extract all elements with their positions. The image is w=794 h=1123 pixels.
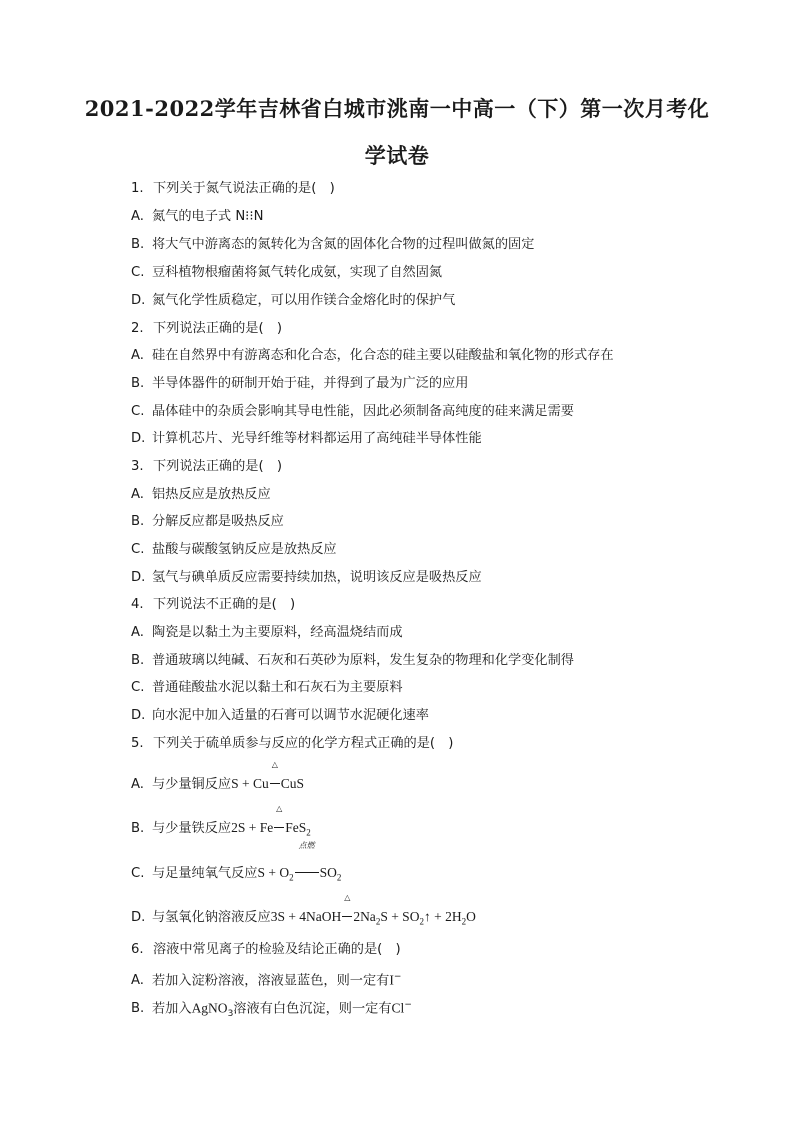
option-text: 铝热反应是放热反应 xyxy=(152,487,271,502)
question-4-stem xyxy=(131,596,295,614)
question-3-option-c xyxy=(131,541,337,559)
question-6-stem xyxy=(131,941,401,959)
option-label: D. xyxy=(131,910,146,925)
equation-products: CuS xyxy=(280,776,305,791)
question-text: 下列说法正确的是( ) xyxy=(153,321,282,336)
equation-reactants: 3S + 4NaOH xyxy=(270,909,342,924)
superscript: − xyxy=(404,1000,412,1010)
question-2-stem xyxy=(131,320,282,338)
question-5-option-d xyxy=(131,893,476,931)
question-2-option-c xyxy=(131,403,574,421)
question-4-option-d xyxy=(131,707,429,725)
question-3-option-b xyxy=(131,513,284,531)
subscript: 3 xyxy=(227,1009,234,1020)
equation xyxy=(257,841,342,883)
equation-reactants: 2S + Fe xyxy=(231,820,274,835)
option-text: 溶液有白色沉淀，则一定有 xyxy=(233,1001,392,1017)
option-label: B. xyxy=(131,653,145,668)
equation-product-part: S + SO xyxy=(380,909,420,924)
option-label: B. xyxy=(131,1001,145,1017)
question-1-stem xyxy=(131,180,335,198)
option-label: C. xyxy=(131,265,145,280)
question-1-option-c xyxy=(131,264,442,282)
equals-bar xyxy=(274,820,284,828)
equation-reactants: S + O xyxy=(257,865,290,880)
equation-arrow xyxy=(294,841,320,882)
option-label: B. xyxy=(131,821,145,836)
question-3-option-d xyxy=(131,569,482,587)
ignite-condition: 点燃 xyxy=(298,841,315,850)
option-text: 晶体硅中的杂质会影响其导电性能，因此必须制备高纯度的硅来满足需要 xyxy=(152,404,574,419)
question-text: 溶液中常见离子的检验及结论正确的是( ) xyxy=(153,942,401,957)
equation-arrow xyxy=(273,804,285,837)
equation xyxy=(231,804,311,838)
question-text: 下列关于氮气说法正确的是( ) xyxy=(153,181,335,196)
equation-arrow xyxy=(269,760,281,793)
option-text: 豆科植物根瘤菌将氮气转化成氨，实现了自然固氮 xyxy=(152,265,443,280)
question-number: 3. xyxy=(131,459,144,474)
heat-condition: △ xyxy=(344,893,351,902)
reagent-formula: AgNO xyxy=(191,1000,228,1016)
option-text: 与足量纯氧气反应 xyxy=(152,866,258,881)
question-2-option-a xyxy=(131,347,614,365)
option-text: 与氢氧化钠溶液反应 xyxy=(152,910,271,925)
option-label: D. xyxy=(131,708,146,723)
subscript: 2 xyxy=(419,916,424,927)
option-text: 氮气化学性质稳定，可以用作镁合金熔化时的保护气 xyxy=(152,293,456,308)
option-label: C. xyxy=(131,542,145,557)
question-1-option-b xyxy=(131,236,534,254)
option-label: D. xyxy=(131,293,146,308)
question-6-option-b xyxy=(131,996,412,1023)
option-label: A. xyxy=(131,209,144,224)
option-text: 若加入 xyxy=(152,1001,192,1017)
option-text: 将大气中游离态的氮转化为含氮的固体化合物的过程叫做氮的固定 xyxy=(152,237,535,252)
question-3-option-a xyxy=(131,486,271,504)
question-number: 5. xyxy=(131,736,144,751)
question-number: 4. xyxy=(131,597,144,612)
option-text: 盐酸与碳酸氢钠反应是放热反应 xyxy=(152,542,337,557)
question-text: 下列说法正确的是( ) xyxy=(153,459,282,474)
question-number: 1. xyxy=(131,181,144,196)
equation-arrow xyxy=(341,893,353,926)
equation-reactants: S + Cu xyxy=(231,776,269,791)
question-5-option-c xyxy=(131,841,342,887)
subscript: 2 xyxy=(461,916,467,927)
question-1-option-d xyxy=(131,292,455,310)
option-text: 普通硅酸盐水泥以黏土和石灰石为主要原料 xyxy=(152,680,403,695)
question-2-option-b xyxy=(131,375,469,393)
option-label: A. xyxy=(131,348,144,363)
equation xyxy=(270,893,476,927)
page-title-line-1: 2021-2022学年吉林省白城市洮南一中高一（下）第一次月考化 xyxy=(84,96,710,121)
option-label: D. xyxy=(131,431,146,446)
option-text: 分解反应都是吸热反应 xyxy=(152,514,284,529)
equation-product-part: 2Na xyxy=(353,909,376,924)
superscript: − xyxy=(393,972,402,982)
option-label: D. xyxy=(131,570,146,585)
option-text: 普通玻璃以纯碱、石灰和石英砂为原料，发生复杂的物理和化学变化制得 xyxy=(152,653,574,668)
option-text: 半导体器件的研制开始于硅，并得到了最为广泛的应用 xyxy=(152,376,469,391)
page-title-line-2: 学试卷 xyxy=(364,143,430,168)
option-label: B. xyxy=(131,514,145,529)
option-label: C. xyxy=(131,866,145,881)
equation-products: FeS xyxy=(285,820,307,835)
question-2-option-d xyxy=(131,430,482,448)
option-text: 与少量铜反应 xyxy=(152,777,232,792)
option-label: A. xyxy=(131,973,144,989)
equals-bar xyxy=(295,865,319,873)
question-4-option-a xyxy=(131,624,403,642)
ion-formula: I xyxy=(389,972,394,988)
heat-condition: △ xyxy=(271,760,278,769)
question-3-stem xyxy=(131,458,282,476)
equals-bar xyxy=(342,909,352,917)
option-label: C. xyxy=(131,680,145,695)
subscript: 2 xyxy=(336,872,342,883)
option-label: C. xyxy=(131,404,145,419)
option-text: 氢气与碘单质反应需要持续加热，说明该反应是吸热反应 xyxy=(152,570,482,585)
question-4-option-b xyxy=(131,652,574,670)
option-label: A. xyxy=(131,487,144,502)
question-5-stem xyxy=(131,735,453,753)
question-1-option-a xyxy=(131,208,263,226)
equation xyxy=(231,760,305,791)
equation-product-part: ↑ + 2H xyxy=(423,909,462,924)
option-text: 陶瓷是以黏土为主要原料，经高温烧结而成 xyxy=(152,625,403,640)
question-5-option-b xyxy=(131,804,311,842)
option-text: 若加入淀粉溶液，溶液显蓝色，则一定有 xyxy=(152,973,390,989)
question-5-option-a xyxy=(131,760,305,794)
option-text: 计算机芯片、光导纤维等材料都运用了高纯硅半导体性能 xyxy=(152,431,482,446)
option-label: A. xyxy=(131,777,144,792)
option-text: 与少量铁反应 xyxy=(152,821,232,836)
equals-bar xyxy=(270,776,280,784)
question-text: 下列说法不正确的是( ) xyxy=(153,597,296,612)
option-text: 向水泥中加入适量的石膏可以调节水泥硬化速率 xyxy=(152,708,429,723)
option-label: B. xyxy=(131,376,145,391)
question-6-option-a xyxy=(131,968,401,990)
option-label: B. xyxy=(131,237,145,252)
question-4-option-c xyxy=(131,679,403,697)
question-number: 6. xyxy=(131,942,144,957)
option-text: 硅在自然界中有游离态和化合态，化合态的硅主要以硅酸盐和氧化物的形式存在 xyxy=(152,348,614,363)
equation-product-part: O xyxy=(466,909,476,924)
option-label: A. xyxy=(131,625,144,640)
question-text: 下列关于硫单质参与反应的化学方程式正确的是( ) xyxy=(153,736,454,751)
heat-condition: △ xyxy=(276,804,283,813)
subscript: 2 xyxy=(289,872,294,883)
equation-products: SO xyxy=(319,865,337,880)
option-text: 氮气的电子式 N⁝⁝N xyxy=(152,209,264,224)
subscript: 2 xyxy=(306,827,311,838)
subscript: 2 xyxy=(375,916,381,927)
ion-formula: Cl xyxy=(391,1000,405,1016)
question-number: 2. xyxy=(131,321,144,336)
